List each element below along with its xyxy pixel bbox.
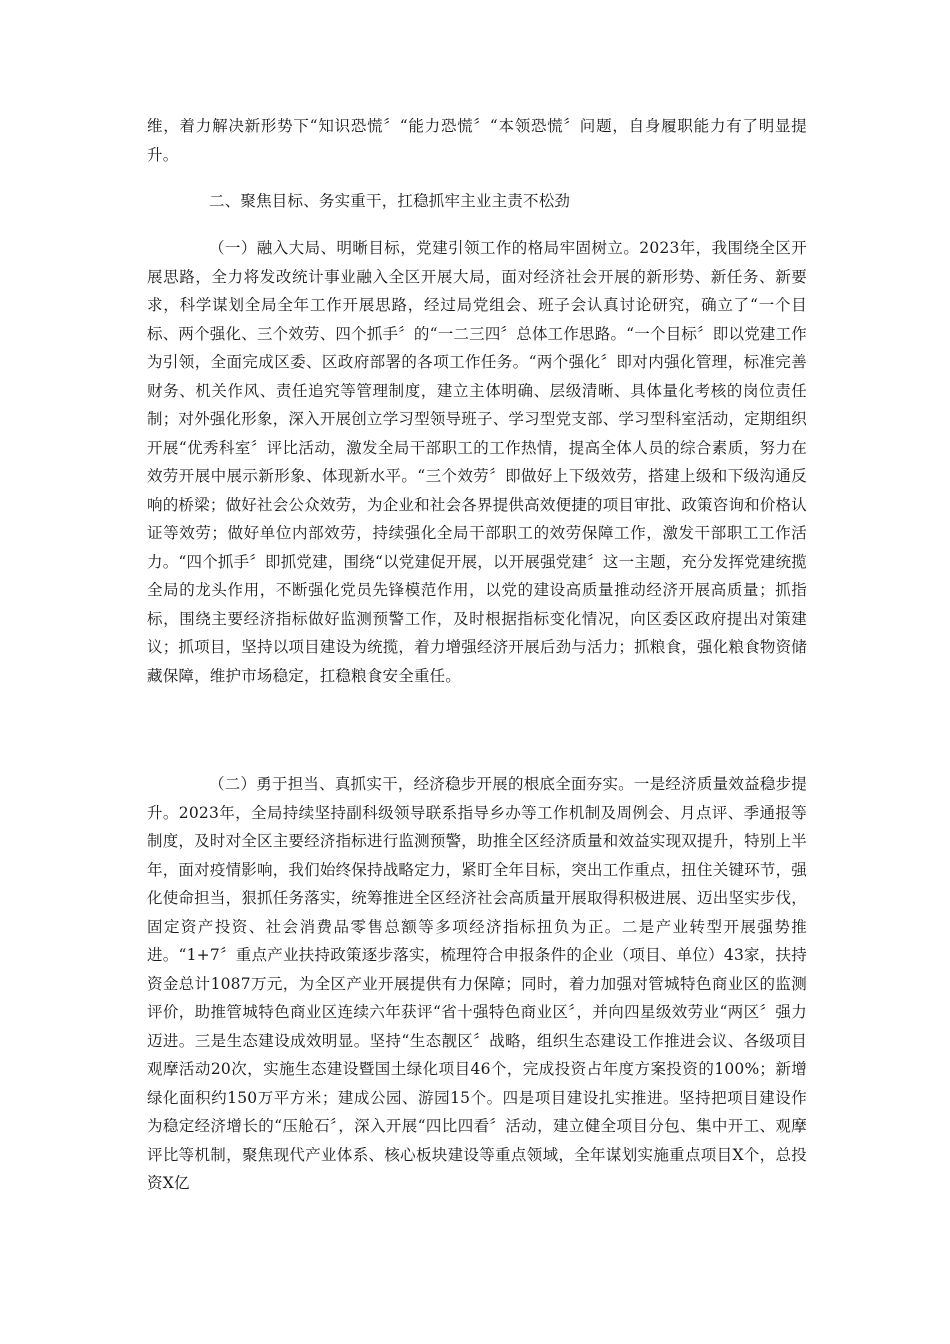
section-heading: 二、聚焦目标、务实重干，扛稳抓牢主业主责不松劲: [209, 192, 571, 210]
intro-paragraph: 维，着力解决新形势下“知识恐慌〞“能力恐慌〞“本领恐慌〞问题，自身履职能力有了明显提升。: [147, 117, 807, 164]
subsection-1-paragraph: （一）融入大局、明晰目标，党建引领工作的格局牢固树立。2023年，我围绕全区开展思路，全力将发改统计事业融入全区开展大局，面对经济社会开展的新形势、新任务、新要求，科学谋划全局全年工作开展思路，经过局党组会、班子会认真讨论研究，确立了“一个目标、两个强化、三个效劳、四个抓手〞的“一二三四〞总体工作思路。“一个目标〞即以党建工作为引领，全面完成区委、区政府部署的各项工作任务。“两个强化〞即对内强化管理，标准完善财务、机关作风、责任追究等管理制度，建立主体明确、层级清晰、具体量化考核的岗位责任制；对外强化形象，深入开展创立学习型领导班子、学习型党支部、学习型科室活动，定期组织开展“优秀科室〞评比活动，激发全局干部职工的工作热情，提高全体人员的综合素质，努力在效劳开展中展示新形象、体现新水平。“三个效劳〞即做好上下级效劳，搭建上级和下级沟通反响的桥梁；做好社会公众效劳，为企业和社会各界提供高效便捷的项目审批、政策咨询和价格认证等效劳；做好单位内部效劳，持续强化全局干部职工的效劳保障工作，激发干部职工工作活力。“四个抓手〞即抓党建，围绕“以党建促开展，以开展强党建〞这一主题，充分发挥党建统揽全局的龙头作用，不断强化党员先锋模范作用，以党的建设高质量推动经济开展高质量；抓指标，围绕主要经济指标做好监测预警工作，及时根据指标变化情况，向区委区政府提出对策建议；抓项目，坚持以项目建设为统揽，着力增强经济开展后劲与活力；抓粮食，强化粮食物资储藏保障，维护市场稳定，扛稳粮食安全重任。: [147, 239, 807, 685]
subsection-2-paragraph: （二）勇于担当、真抓实干，经济稳步开展的根底全面夯实。一是经济质量效益稳步提升。2023年，全局持续坚持副科级领导联系指导乡办等工作机制及周例会、月点评、季通报等制度，及时对全区主要经济指标进行监测预警，助推全区经济质量和效益实现双提升，特别上半年，面对疫情影响，我们始终保持战略定力，紧盯全年目标，突出工作重点，扭住关键环节，强化使命担当，狠抓任务落实，统筹推进全区经济社会高质量开展取得积极进展、迈出坚实步伐，固定资产投资、社会消费品零售总额等多项经济指标扭负为正。二是产业转型开展强势推进。“1+7〞重点产业扶持政策逐步落实，梳理符合申报条件的企业（项目、单位）43家，扶持资金总计1087万元，为全区产业开展提供有力保障；同时，着力加强对管城特色商业区的监测评价，助推管城特色商业区连续六年获评“省十强特色商业区〞，并向四星级效劳业“两区〞强力迈进。三是生态建设成效明显。坚持“生态靓区〞战略，组织生态建设工作推进会议、各级项目观摩活动20次，实施生态建设暨国土绿化项目46个，完成投资占年度方案投资的100%；新增绿化面积约150万平方米；建成公园、游园15个。四是项目建设扎实推进。坚持把项目建设作为稳定经济增长的“压舱石〞，深入开展“四比四看〞活动，建立健全项目分包、集中开工、观摩评比等机制，聚焦现代产业体系、核心板块建设等重点领域，全年谋划实施重点项目X个，总投资X亿: [147, 775, 807, 1192]
